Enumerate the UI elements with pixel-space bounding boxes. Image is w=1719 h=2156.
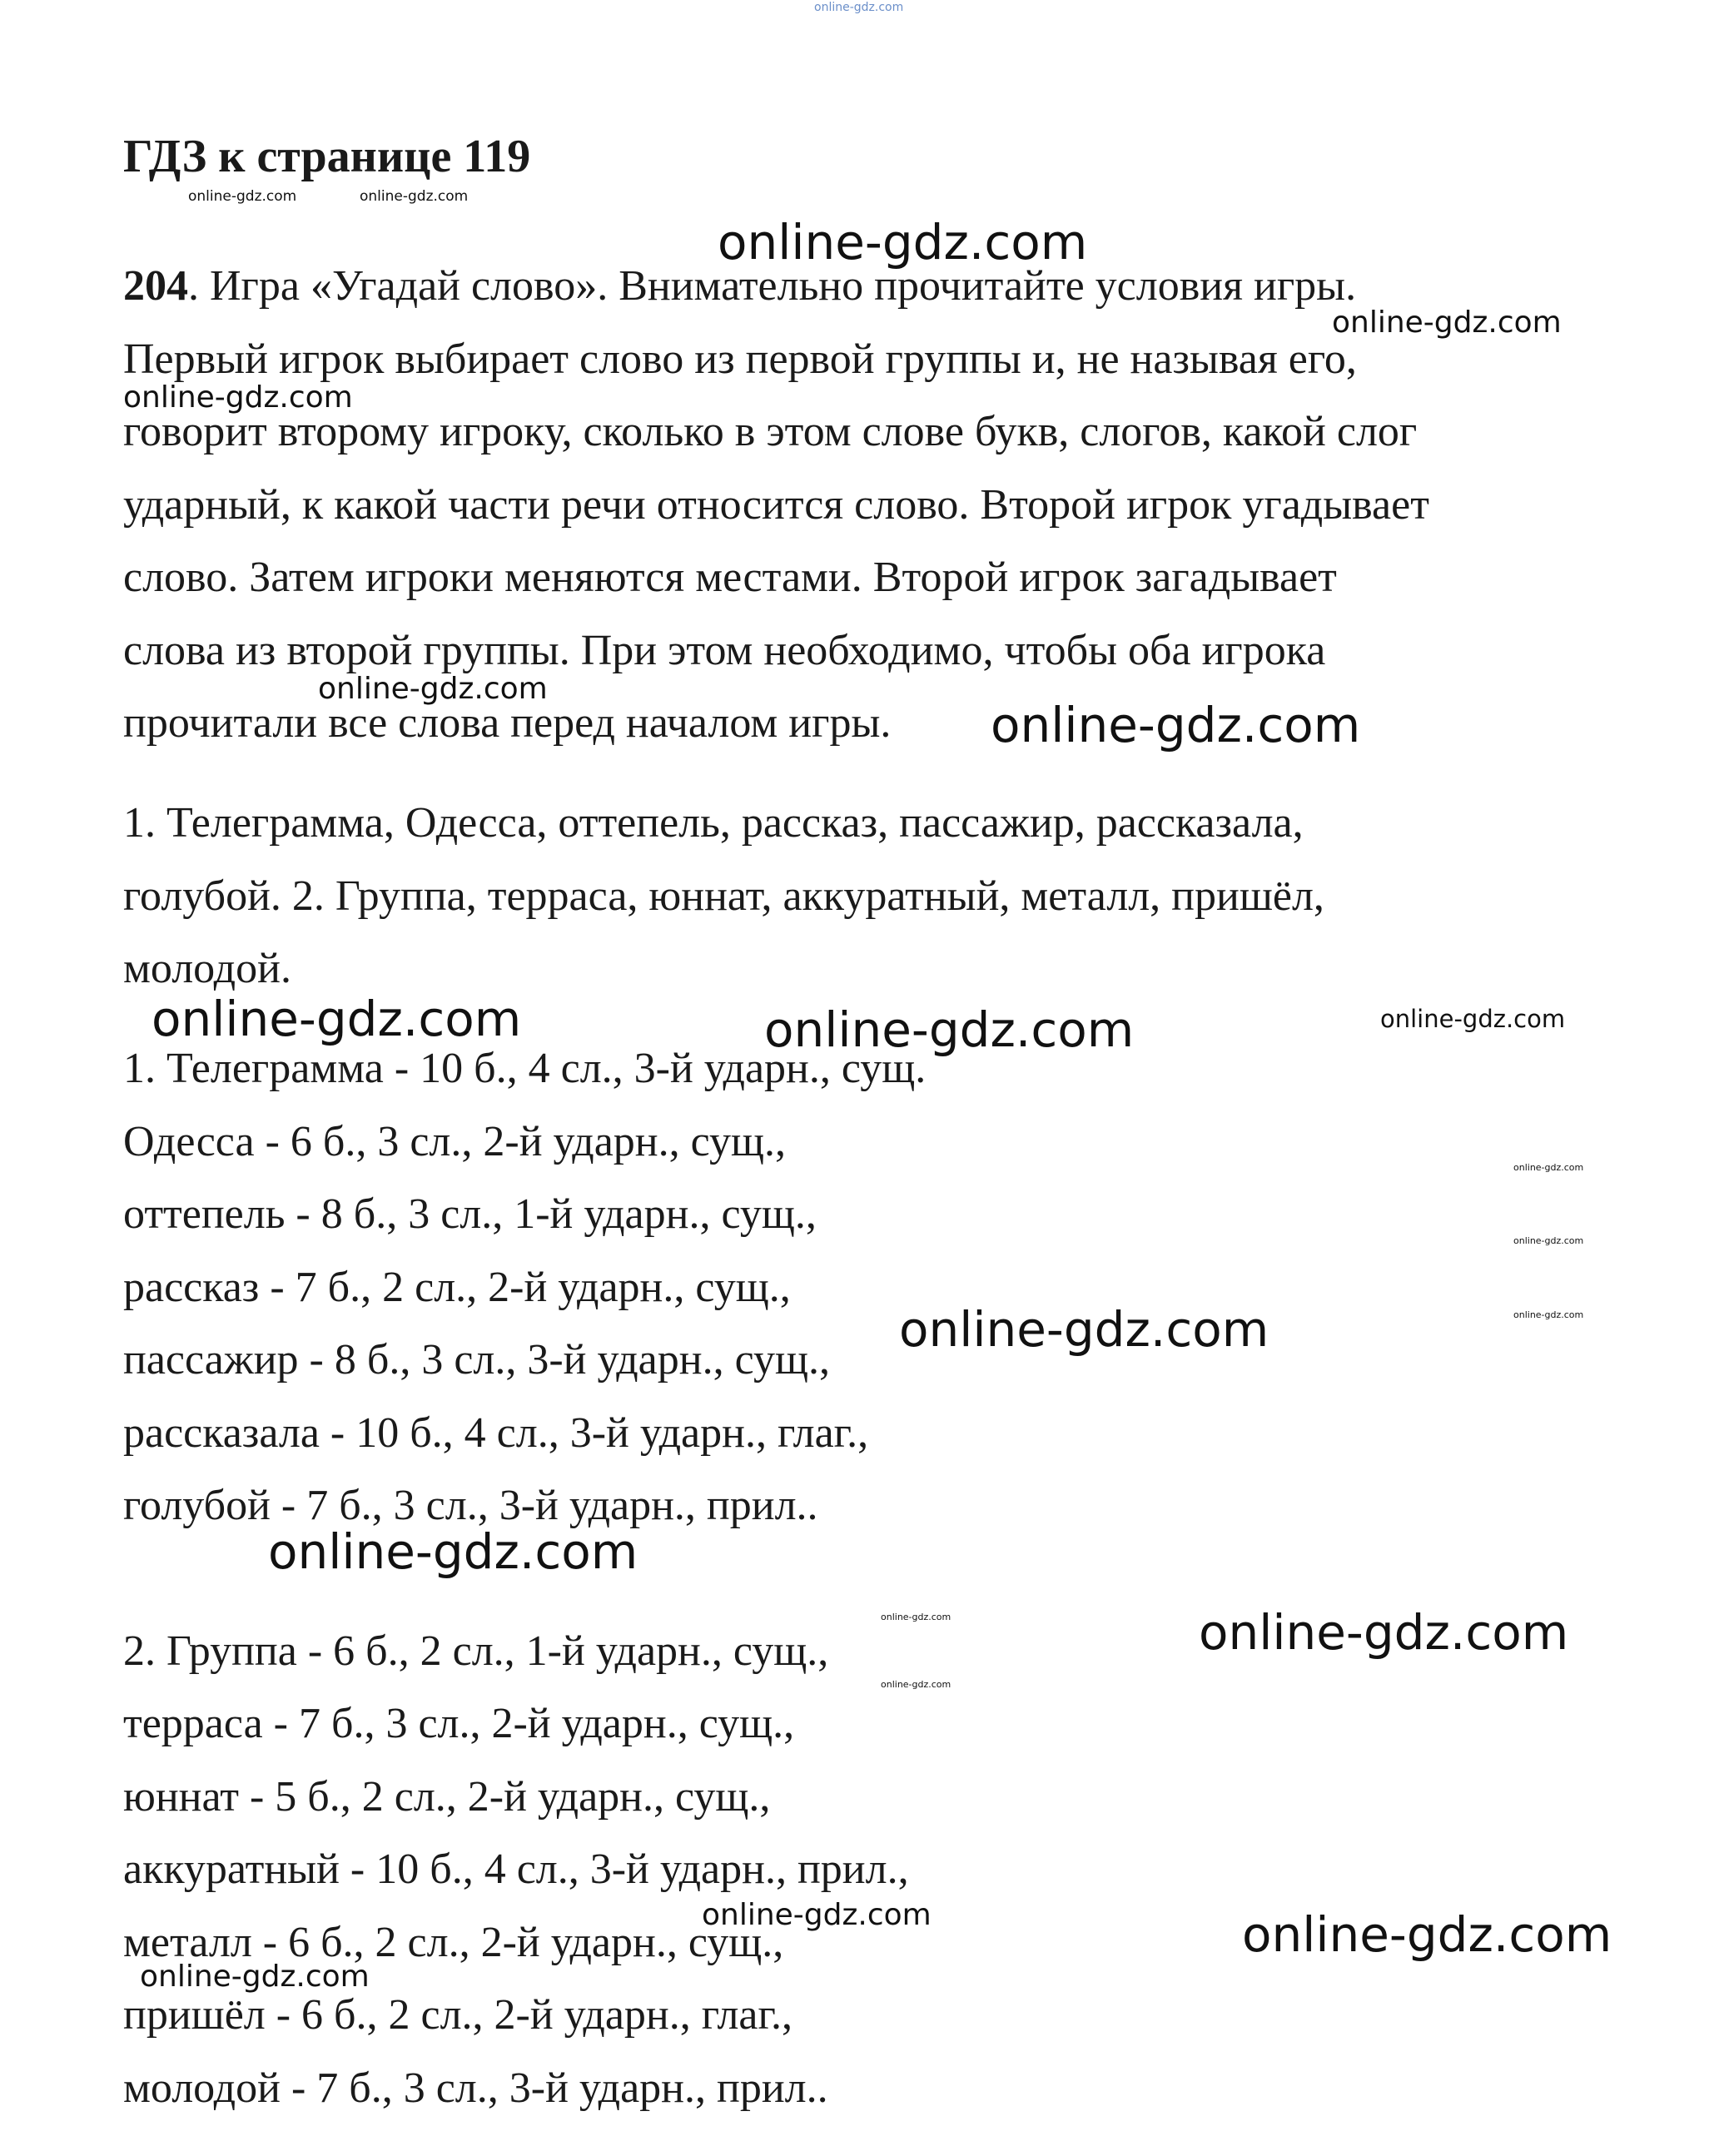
page-title: ГДЗ к странице 119 xyxy=(123,131,531,182)
watermark: online-gdz.com xyxy=(140,1960,370,1994)
answer-1-line-1: 1. Телеграмма - 10 б., 4 сл., 3-й ударн., сущ. xyxy=(123,1045,927,1092)
watermark: online-gdz.com xyxy=(764,1001,1135,1058)
answer-2-line-1: 2. Группа - 6 б., 2 сл., 1-й ударн., сущ., xyxy=(123,1627,829,1675)
answer-2-line-3: юннат - 5 б., 2 сл., 2-й ударн., сущ., xyxy=(123,1773,771,1821)
answer-1-line-7: голубой - 7 б., 3 сл., 3-й ударн., прил.. xyxy=(123,1482,818,1529)
watermark: online-gdz.com xyxy=(702,1898,932,1932)
watermark: online-gdz.com xyxy=(1242,1906,1612,1963)
task-line-2: Первый игрок выбирает слово из первой группы и, не называя его, xyxy=(123,335,1357,383)
task-line-6: слова из второй группы. При этом необходимо, чтобы оба игрока xyxy=(123,627,1326,674)
answer-2-line-2: терраса - 7 б., 3 сл., 2-й ударн., сущ., xyxy=(123,1700,795,1747)
answer-2-line-5: металл - 6 б., 2 сл., 2-й ударн., сущ., xyxy=(123,1919,784,1966)
answer-2-line-7: молодой - 7 б., 3 сл., 3-й ударн., прил.. xyxy=(123,2064,828,2112)
task-line-1: 204. Игра «Угадай слово». Внимательно прочитайте условия игры. xyxy=(123,262,1357,310)
answer-1-line-5: пассажир - 8 б., 3 сл., 3-й ударн., сущ., xyxy=(123,1336,831,1384)
word-list-line-1: 1. Телеграмма, Одесса, оттепель, рассказ, пассажир, рассказала, xyxy=(123,799,1304,847)
watermark: online-gdz.com xyxy=(814,1,904,14)
watermark: online-gdz.com xyxy=(268,1523,638,1580)
answer-1-line-2: Одесса - 6 б., 3 сл., 2-й ударн., сущ., xyxy=(123,1118,787,1165)
word-list-line-2: голубой. 2. Группа, терраса, юннат, аккуратный, металл, пришёл, xyxy=(123,872,1324,920)
watermark: online-gdz.com xyxy=(1332,306,1562,340)
answer-2-line-4: аккуратный - 10 б., 4 сл., 3-й ударн., прил., xyxy=(123,1846,909,1893)
watermark: online-gdz.com xyxy=(318,672,548,706)
task-line-3: говорит второму игроку, сколько в этом слове букв, слогов, какой слог xyxy=(123,408,1418,455)
watermark: online-gdz.com xyxy=(991,697,1361,753)
task-line-7: прочитали все слова перед началом игры. xyxy=(123,699,892,747)
task-number: 204 xyxy=(123,262,188,310)
watermark: online-gdz.com xyxy=(123,380,353,415)
watermark: online-gdz.com xyxy=(188,188,297,205)
watermark: online-gdz.com xyxy=(360,188,469,205)
answer-2-line-6: пришёл - 6 б., 2 сл., 2-й ударн., глаг., xyxy=(123,1991,792,2039)
watermark: online-gdz.com xyxy=(1199,1604,1569,1661)
answer-1-line-4: рассказ - 7 б., 2 сл., 2-й ударн., сущ., xyxy=(123,1264,791,1311)
task-line-4: ударный, к какой части речи относится слово. Второй игрок угадывает xyxy=(123,481,1429,529)
word-list-line-3: молодой. xyxy=(123,945,291,992)
watermark: online-gdz.com xyxy=(881,1679,951,1690)
answer-1-line-6: рассказала - 10 б., 4 сл., 3-й ударн., глаг., xyxy=(123,1409,869,1457)
watermark: online-gdz.com xyxy=(718,214,1088,271)
watermark: online-gdz.com xyxy=(899,1301,1269,1358)
watermark: online-gdz.com xyxy=(152,991,522,1047)
watermark: online-gdz.com xyxy=(1513,1162,1584,1173)
task-line-5: слово. Затем игроки меняются местами. Второй игрок загадывает xyxy=(123,554,1337,601)
answer-1-line-3: оттепель - 8 б., 3 сл., 1-й ударн., сущ., xyxy=(123,1190,817,1238)
watermark: online-gdz.com xyxy=(1380,1005,1566,1033)
watermark: online-gdz.com xyxy=(1513,1235,1584,1246)
watermark: online-gdz.com xyxy=(881,1612,951,1622)
watermark: online-gdz.com xyxy=(1513,1309,1584,1320)
